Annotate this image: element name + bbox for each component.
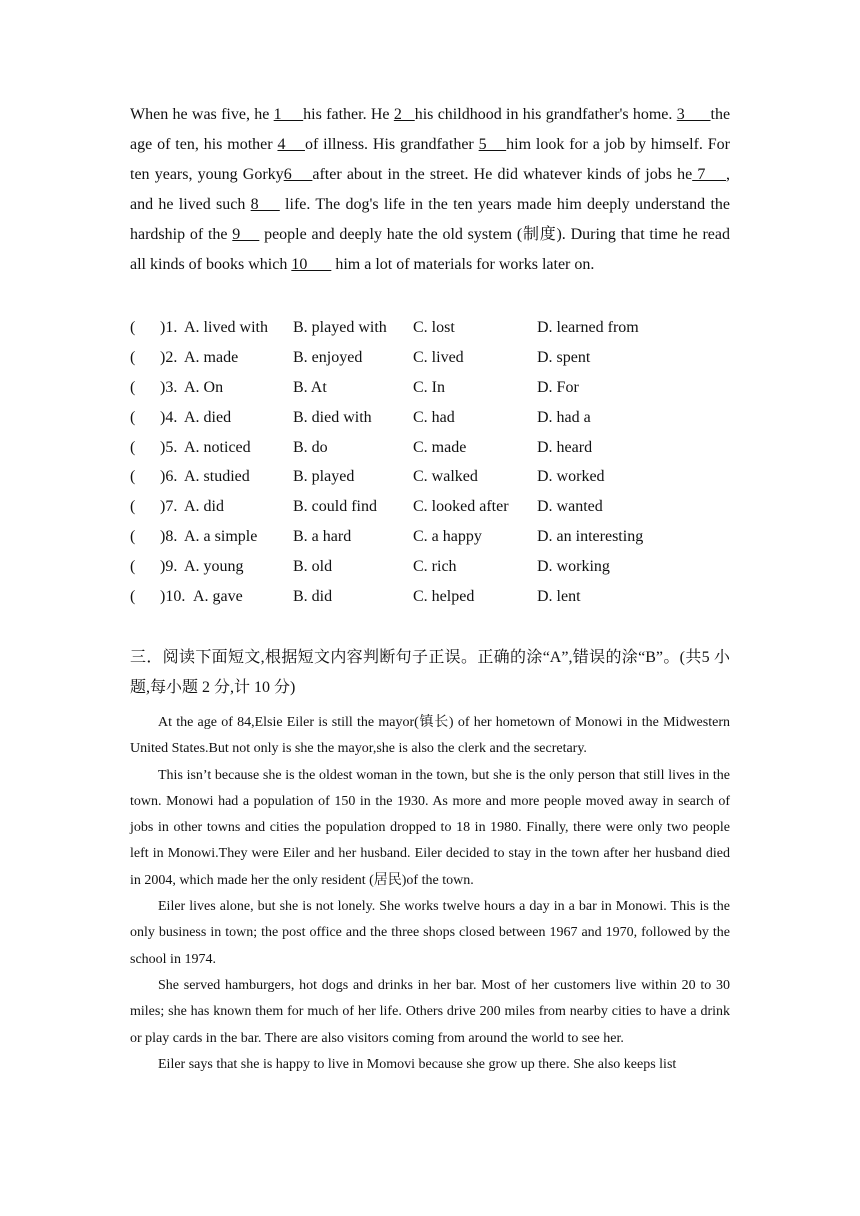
option-c[interactable]: C. a happy: [413, 528, 482, 546]
option-c[interactable]: C. made: [413, 438, 467, 456]
option-c[interactable]: C. lost: [413, 319, 455, 336]
question-number: )2.: [160, 348, 178, 366]
option-b[interactable]: B. could find: [293, 498, 377, 516]
cloze-passage: [130, 100, 730, 280]
answer-paren[interactable]: (: [130, 319, 136, 336]
option-b[interactable]: B. a hard: [293, 528, 352, 546]
option-c[interactable]: C. walked: [413, 468, 478, 486]
answer-paren[interactable]: (: [130, 438, 136, 456]
cloze-blank[interactable]: 4: [277, 136, 305, 153]
cloze-text: his childhood in his grandfather's home.: [414, 106, 677, 123]
option-a[interactable]: A. gave: [193, 588, 243, 606]
passage-paragraph: This isn’t because she is the oldest woman in the town, but she is the only person that still lives in the town. Monowi had a population of 150 in the 1930. As more and more people moved away in search of jobs in other towns and cities the population dropped to 18 in 1980. Finally, there were only two people left in Monowi.They were Eiler and her husband. Eiler decided to stay in the town after her husband died in 2004, which made her the only resident (居民)of the town.: [130, 767, 730, 888]
cloze-paragraph: [130, 100, 730, 280]
cloze-blank[interactable]: 6: [283, 166, 313, 183]
passage-paragraph: Eiler lives alone, but she is not lonely. She works twelve hours a day in a bar in Monowi. This is the only business in town; the post office and the three shops closed between 1967 and 1970, followed by the school in 1974.: [130, 899, 730, 967]
cloze-text: , and he lived such: [130, 166, 731, 213]
cloze-blank[interactable]: 5: [478, 136, 507, 153]
option-d[interactable]: D. For: [537, 378, 579, 396]
option-c[interactable]: C. had: [413, 408, 455, 426]
cloze-blank[interactable]: 10: [291, 256, 332, 273]
cloze-blank[interactable]: 8: [250, 196, 280, 213]
passage-paragraph: At the age of 84,Elsie Eiler is still the mayor(镇长) of her hometown of Monowi in the Midwestern United States.But not only is she the mayor,she is also the clerk and the secretary.: [130, 715, 730, 757]
question-number: )7.: [160, 498, 178, 516]
option-a[interactable]: A. noticed: [184, 438, 251, 456]
passage-paragraph: Eiler says that she is happy to live in Momovi because she grow up there. She also keeps list: [158, 1056, 677, 1072]
question-number: )1.: [160, 319, 178, 336]
option-a[interactable]: A. On: [184, 378, 224, 396]
cloze-text: the age of ten, his mother: [130, 106, 731, 153]
cloze-text: of illness. His grandfather: [304, 136, 479, 153]
option-b[interactable]: B. old: [293, 558, 333, 576]
answer-paren[interactable]: (: [130, 468, 136, 486]
option-c[interactable]: C. rich: [413, 558, 457, 576]
option-b[interactable]: B. enjoyed: [293, 348, 363, 366]
cloze-text: him look for a job by himself. For ten years, young Gorky: [130, 136, 731, 183]
option-a[interactable]: A. a simple: [184, 528, 258, 546]
question-number: )5.: [160, 438, 178, 456]
question-row: [130, 403, 750, 433]
option-b[interactable]: B. played: [293, 468, 355, 486]
cloze-blank[interactable]: 2: [393, 106, 415, 123]
option-d[interactable]: D. heard: [537, 438, 593, 456]
option-d[interactable]: D. learned from: [537, 319, 639, 336]
cloze-blank[interactable]: 9: [232, 226, 260, 243]
question-row: [130, 373, 750, 403]
option-c[interactable]: C. helped: [413, 588, 475, 606]
question-row: [130, 552, 750, 582]
option-d[interactable]: D. lent: [537, 588, 581, 606]
option-a[interactable]: A. studied: [184, 468, 250, 486]
option-b[interactable]: B. do: [293, 438, 328, 456]
reading-passage: [130, 710, 730, 1078]
option-b[interactable]: B. did: [293, 588, 333, 606]
option-b[interactable]: B. died with: [293, 408, 372, 426]
answer-paren[interactable]: (: [130, 348, 136, 366]
option-b[interactable]: B. played with: [293, 319, 387, 336]
passage-paragraph: She served hamburgers, hot dogs and drinks in her bar. Most of her customers live within 20 to 30 miles; she has known them for much of her life. Others drive 200 miles from nearby cities to have a drink or play cards in the bar. There are also visitors coming from around the world to see her.: [130, 977, 730, 1046]
option-d[interactable]: D. worked: [537, 468, 605, 486]
cloze-blank[interactable]: 1: [273, 106, 304, 123]
option-d[interactable]: D. spent: [537, 348, 591, 366]
question-row: [130, 582, 750, 612]
cloze-text: after about in the street. He did whatever kinds of jobs he: [312, 166, 693, 183]
answer-paren[interactable]: (: [130, 528, 136, 546]
question-number: )6.: [160, 468, 178, 486]
option-a[interactable]: A. died: [184, 408, 232, 426]
answer-paren[interactable]: (: [130, 378, 136, 396]
option-c[interactable]: C. In: [413, 378, 445, 396]
section-3-title: 三．阅读下面短文,根据短文内容判断句子正误。正确的涂“A”,错误的涂“B”。(共5 小题,每小题 2 分,计 10 分): [130, 649, 730, 696]
question-number: )9.: [160, 558, 178, 576]
cloze-text: people and deeply hate the old system (制度). During that time he read all kinds of books which: [130, 226, 730, 273]
answer-paren[interactable]: (: [130, 408, 136, 426]
cloze-blank[interactable]: 3: [676, 106, 711, 123]
question-row: [130, 343, 750, 373]
option-c[interactable]: C. looked after: [413, 498, 509, 516]
question-number: )8.: [160, 528, 178, 546]
cloze-text: his father. He: [303, 106, 394, 123]
option-a[interactable]: A. young: [184, 558, 244, 576]
option-b[interactable]: B. At: [293, 378, 327, 396]
question-row: [130, 522, 750, 552]
answer-paren[interactable]: (: [130, 498, 136, 516]
question-number: )3.: [160, 378, 178, 396]
question-row: [130, 433, 750, 463]
option-d[interactable]: D. wanted: [537, 498, 603, 516]
option-a[interactable]: A. did: [184, 498, 224, 516]
option-d[interactable]: D. had a: [537, 408, 591, 426]
cloze-blank[interactable]: 7: [692, 166, 727, 183]
question-row: [130, 462, 750, 492]
question-number: )4.: [160, 408, 178, 426]
option-a[interactable]: A. made: [184, 348, 239, 366]
question-number: )10.: [160, 588, 186, 606]
question-row: [130, 492, 750, 522]
cloze-text: life. The dog's life in the ten years made him deeply understand the hardship of the: [130, 196, 730, 243]
question-row: [130, 313, 750, 343]
answer-paren[interactable]: (: [130, 558, 136, 576]
option-a[interactable]: A. lived with: [184, 319, 268, 336]
cloze-text: When he was five, he: [130, 106, 274, 123]
answer-paren[interactable]: (: [130, 588, 136, 606]
question-options-list: [130, 313, 750, 612]
option-d[interactable]: D. an interesting: [537, 528, 644, 546]
option-c[interactable]: C. lived: [413, 348, 464, 366]
option-d[interactable]: D. working: [537, 558, 610, 576]
cloze-text: him a lot of materials for works later on.: [331, 256, 595, 273]
